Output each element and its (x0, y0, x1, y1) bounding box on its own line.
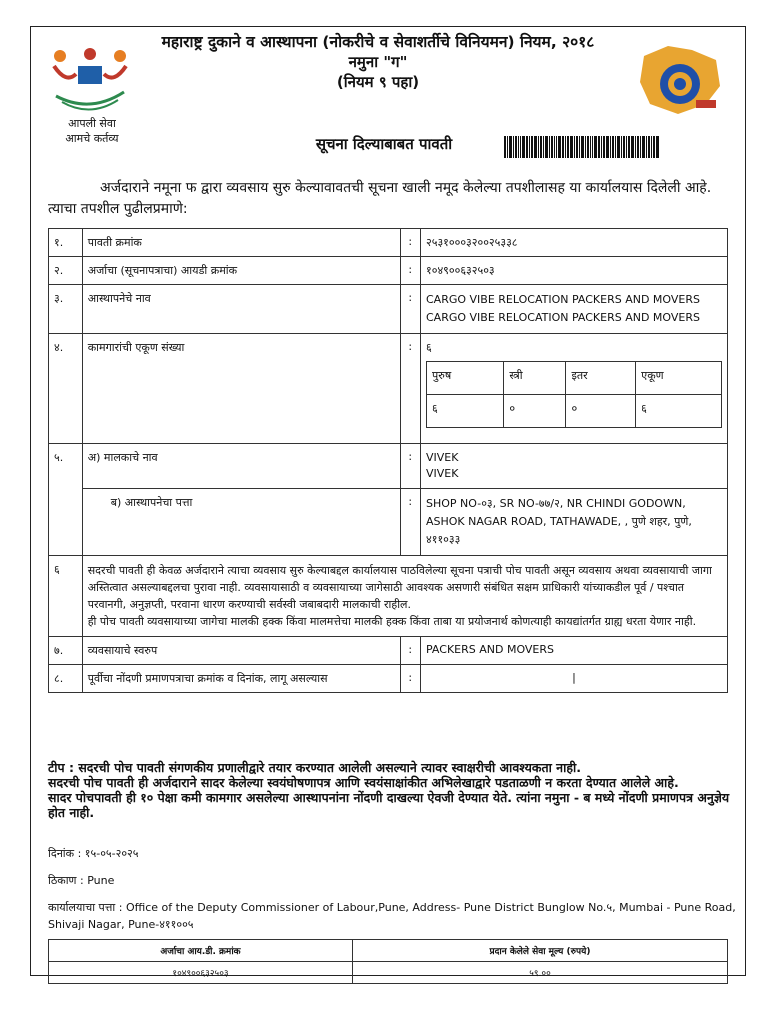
disclaimer-para1: सदरची पावती ही केवळ अर्जदाराने त्याचा व्यवसाय सुरु केल्याबद्दल कार्यालयास पाठविलेल्या सूचना पत्राची पोच पावती असून व्यवसाय अथवा व्यवसायाची जागा अस्तित्वात असल्याबद्दलचा पुरावा नाही. व्यवसायासाठी व व्यवसायाच्या जागेसाठी आवश्यक असणारी संबंधित सक्षम प्राधिकारी यांच्याकडील पूर्व / पश्चात परवानगी, अनुज्ञप्ती, परवाना धारण करण्याची सर्वस्वी जबाबदारी मालकाची राहील. (87, 564, 712, 611)
colon: : (400, 257, 420, 285)
application-id-value: १०४९००६३२५०३ (421, 257, 728, 285)
table-row (49, 940, 728, 962)
row-number: ३. (49, 285, 83, 334)
business-nature-value: PACKERS AND MOVERS (421, 637, 728, 665)
worker-count-value (421, 334, 728, 444)
note-line1: टीप : सदरची पोच पावती संगणकीय प्रणालीद्वारे तयार करण्यात आलेली असल्याने त्यावर स्वाक्षरीची आवश्यकता नाही. (48, 760, 581, 775)
disclaimer-para2: ही पोच पावती व्यवसायाच्या जागेचा मालकी हक्क किंवा मालमत्तेचा मालकी हक्क किंवा ताबा या प्रयोजनार्थ कोणत्याही कायद्यांतर्गत ग्राह्य धरता येणार नाही. (87, 615, 697, 628)
logo-text-line2: आमचे कर्तव्य (65, 132, 119, 145)
colon: : (400, 489, 420, 556)
owner-name-line2: VIVEK (426, 467, 459, 480)
table-row (49, 257, 728, 285)
total-header: एकूण (636, 362, 722, 395)
fee-amount-value: ५९.०० (353, 962, 728, 984)
row-number: १. (49, 229, 83, 257)
row-number: ६ (49, 556, 83, 637)
note-block (48, 760, 738, 820)
colon: : (400, 637, 420, 665)
table-row (49, 444, 728, 489)
establishment-name-value (421, 285, 728, 334)
fee-table (48, 939, 728, 984)
fee-id-value: १०४९००६३२५०३ (49, 962, 353, 984)
office-address: कार्यालयाचा पत्ता : Office of the Deputy Commissioner of Labour,Pune, Address- Pune District Bunglow No.५, Mumbai - Pune Road, Shivaji Nagar, Pune-४११००५ (48, 901, 736, 931)
worker-total: ६ (426, 341, 432, 354)
colon: : (400, 334, 420, 444)
barcode (504, 136, 726, 158)
note-line3: सादर पोचपावती ही १० पेक्षा कमी कामगार असलेल्या आस्थापनांना नोंदणी दाखल्या ऐवजी देण्यात येते. त्यांना नमुना - ब मध्ये नोंदणी प्रमाणपत्र अनुज्ञेय होत नाही. (48, 790, 730, 820)
establishment-name-label: आस्थापनेचे नाव (82, 285, 400, 334)
form-title (108, 32, 648, 92)
colon: : (400, 285, 420, 334)
establishment-name-line2: CARGO VIBE RELOCATION PACKERS AND MOVERS (426, 311, 700, 324)
establishment-address-value: SHOP NO-०३, SR NO-७७/२, NR CHINDI GODOWN, ASHOK NAGAR ROAD, TATHAWADE, , पुणे शहर, पुणे, ४११०३३ (421, 489, 728, 556)
intro-text: अर्जदाराने नमूना फ द्वारा व्यवसाय सुरु केल्यावावतची सूचना खाली नमूद केलेल्या तपशीलासह या कार्यालयास दिलेली आहे. त्याचा तपशील पुढीलप्रमाणे: (48, 180, 712, 217)
table-row (49, 665, 728, 693)
fee-amount-header: प्रदान केलेले सेवा मूल्य (रुपये) (353, 940, 728, 962)
title-line3: (नियम ९ पहा) (336, 73, 420, 91)
row-number: ८. (49, 665, 83, 693)
details-table (48, 228, 728, 693)
maharashtra-labour-emblem (634, 42, 726, 120)
establishment-address-label: ब) आस्थापनेचा पत्ता (82, 489, 400, 556)
title-line1: महाराष्ट्र दुकाने व आस्थापना (नोकरीचे व सेवाशर्तीचे विनियमन) नियम, २०१८ (161, 33, 595, 51)
table-row (49, 229, 728, 257)
row-number: ७. (49, 637, 83, 665)
establishment-name-line1: CARGO VIBE RELOCATION PACKERS AND MOVERS (426, 293, 700, 306)
table-row (49, 489, 728, 556)
colon: : (400, 229, 420, 257)
note-line2: सदरची पोच पावती ही अर्जदाराने सादर केलेल्या स्वयंघोषणापत्र आणि स्वयंसाक्षांकीत अभिलेखाद्वारे पडताळणी न करता देण्यात आलेले आहे. (48, 775, 679, 790)
colon: : (400, 665, 420, 693)
male-header: पुरुष (427, 362, 504, 395)
table-row (49, 285, 728, 334)
total-count: ६ (636, 395, 722, 428)
worker-breakdown-table (426, 361, 722, 428)
table-row (49, 962, 728, 984)
previous-registration-label: पूर्वीचा नोंदणी प्रमाणपत्राचा क्रमांक व दिनांक, लागू असल्यास (82, 665, 400, 693)
owner-name-line1: VIVEK (426, 451, 459, 464)
owner-name-label: अ) मालकाचे नाव (82, 444, 400, 489)
female-count: ० (504, 395, 566, 428)
male-count: ६ (427, 395, 504, 428)
previous-registration-value: | (421, 665, 728, 693)
row-number: ४. (49, 334, 83, 444)
receipt-number-label: पावती क्रमांक (82, 229, 400, 257)
receipt-number-value: २५३१०००३२००२५३३८ (421, 229, 728, 257)
table-row (49, 334, 728, 444)
title-line2: नमुना "ग" (348, 53, 408, 71)
female-header: स्त्री (504, 362, 566, 395)
table-row (49, 556, 728, 637)
row-number: ५. (49, 444, 83, 556)
business-nature-label: व्यवसायाचे स्वरुप (82, 637, 400, 665)
owner-name-value (421, 444, 728, 489)
table-row (49, 637, 728, 665)
colon: : (400, 444, 420, 489)
issue-place: ठिकाण : Pune (48, 874, 115, 887)
other-count: ० (566, 395, 636, 428)
fee-id-header: अर्जाचा आय.डी. क्रमांक (49, 940, 353, 962)
logo-text-line1: आपली सेवा (68, 117, 116, 130)
receipt-heading: सूचना दिल्याबाबत पावती (315, 135, 453, 153)
issue-date: दिनांक : १५-०५-२०२५ (48, 847, 139, 860)
row-number: २. (49, 257, 83, 285)
disclaimer-text (82, 556, 727, 637)
worker-count-label: कामगारांची एकूण संख्या (82, 334, 400, 444)
other-header: इतर (566, 362, 636, 395)
application-id-label: अर्जाचा (सूचनापत्राचा) आयडी क्रमांक (82, 257, 400, 285)
